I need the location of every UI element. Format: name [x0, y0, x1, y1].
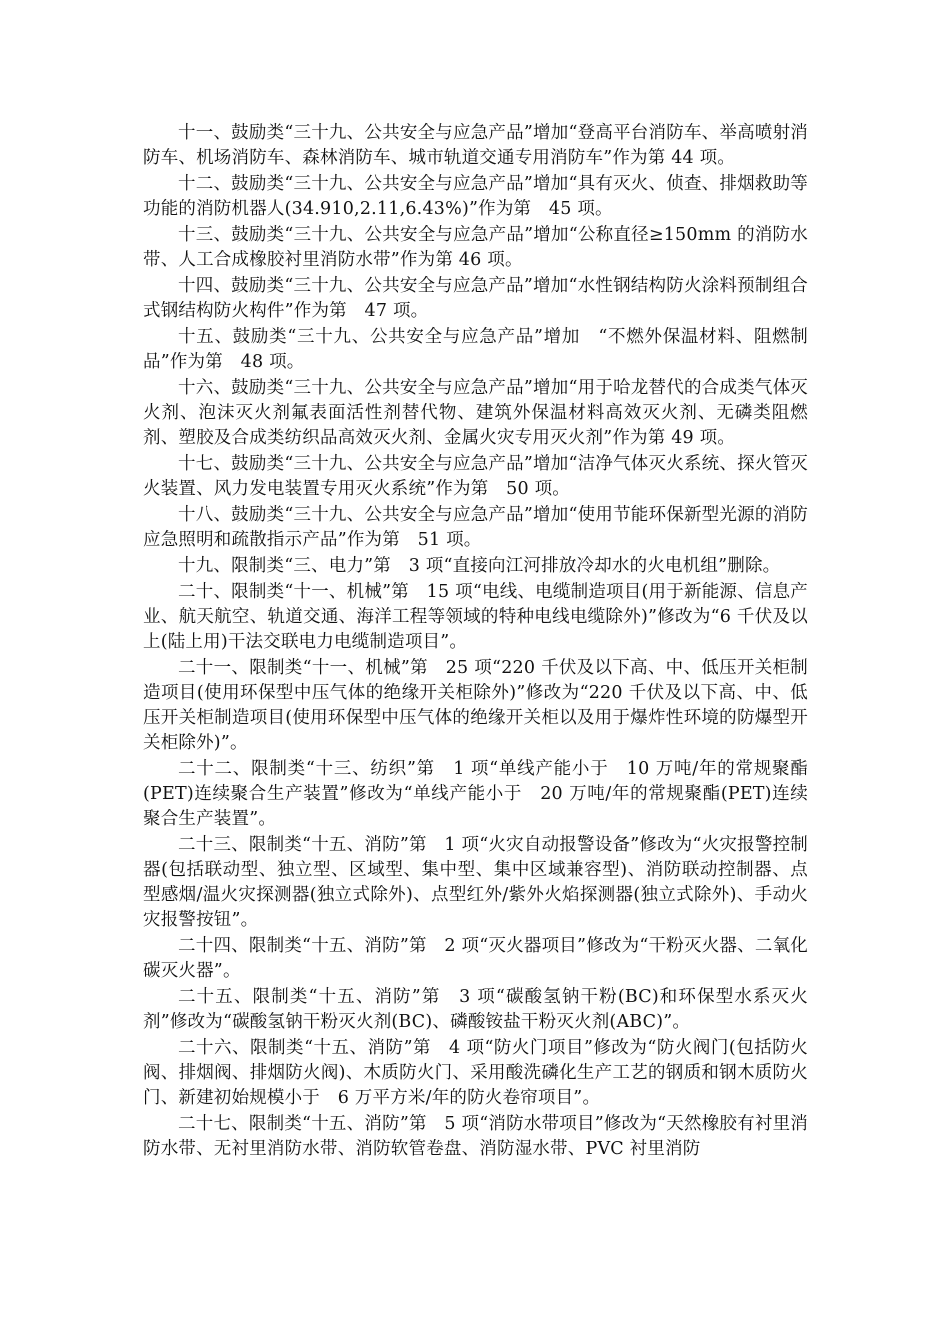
paragraph-item-23: 二十三、限制类“十五、消防”第 1 项“火灾自动报警设备”修改为“火灾报警控制器(包括联动型、独立型、区域型、集中型、集中区域兼容型)、消防联动控制器、点型感烟/温火灾探测器(独立式除外)、点型红外/紫外火焰探测器(独立式除外)、手动火灾报警按钮”。	[143, 835, 808, 930]
paragraph-item-13: 十三、鼓励类“三十九、公共安全与应急产品”增加“公称直径≥150mm 的消防水带、人工合成橡胶衬里消防水带”作为第 46 项。	[143, 225, 808, 270]
paragraph-item-25: 二十五、限制类“十五、消防”第 3 项“碳酸氢钠干粉(BC)和环保型水系灭火剂”修改为“碳酸氢钠干粉灭火剂(BC)、磷酸铵盐干粉灭火剂(ABC)”。	[143, 987, 808, 1032]
paragraph-item-11: 十一、鼓励类“三十九、公共安全与应急产品”增加“登高平台消防车、举高喷射消防车、机场消防车、森林消防车、城市轨道交通专用消防车”作为第 44 项。	[143, 123, 808, 168]
paragraph-item-26: 二十六、限制类“十五、消防”第 4 项“防火门项目”修改为“防火阀门(包括防火阀、排烟阀、排烟防火阀)、木质防火门、采用酸洗磷化生产工艺的钢质和钢木质防火门、新建初始规模小于 6 万平方米/年的防火卷帘项目”。	[143, 1038, 808, 1108]
paragraph-item-12: 十二、鼓励类“三十九、公共安全与应急产品”增加“具有灭火、侦查、排烟救助等功能的消防机器人(34.910,2.11,6.43%)”作为第 45 项。	[143, 174, 808, 219]
paragraph-item-18: 十八、鼓励类“三十九、公共安全与应急产品”增加“使用节能环保新型光源的消防应急照明和疏散指示产品”作为第 51 项。	[143, 505, 808, 550]
paragraph-item-16: 十六、鼓励类“三十九、公共安全与应急产品”增加“用于哈龙替代的合成类气体灭火剂、泡沫灭火剂氟表面活性剂替代物、建筑外保温材料高效灭火剂、无磷类阻燃剂、塑胶及合成类纺织品高效灭火剂、金属火灾专用灭火剂”作为第 49 项。	[143, 378, 808, 448]
paragraph-item-14: 十四、鼓励类“三十九、公共安全与应急产品”增加“水性钢结构防火涂料预制组合式钢结构防火构件”作为第 47 项。	[143, 276, 808, 321]
paragraph-item-20: 二十、限制类“十一、机械”第 15 项“电线、电缆制造项目(用于新能源、信息产业、航天航空、轨道交通、海洋工程等领域的特种电线电缆除外)”修改为“6 千伏及以上(陆上用)干法交联电力电缆制造项目”。	[143, 582, 808, 652]
paragraph-item-27: 二十七、限制类“十五、消防”第 5 项“消防水带项目”修改为“天然橡胶有衬里消防水带、无衬里消防水带、消防软管卷盘、消防湿水带、PVC 衬里消防	[143, 1114, 808, 1159]
paragraph-item-17: 十七、鼓励类“三十九、公共安全与应急产品”增加“洁净气体灭火系统、探火管灭火装置、风力发电装置专用灭火系统”作为第 50 项。	[143, 454, 808, 499]
paragraph-item-22: 二十二、限制类“十三、纺织”第 1 项“单线产能小于 10 万吨/年的常规聚酯(PET)连续聚合生产装置”修改为“单线产能小于 20 万吨/年的常规聚酯(PET)连续聚合生产装置”。	[143, 759, 808, 829]
paragraph-item-21: 二十一、限制类“十一、机械”第 25 项“220 千伏及以下高、中、低压开关柜制造项目(使用环保型中压气体的绝缘开关柜除外)”修改为“220 千伏及以下高、中、低压开关柜制造项目(使用环保型中压气体的绝缘开关柜以及用于爆炸性环境的防爆型开关柜除外)”。	[143, 658, 808, 753]
document-body	[143, 121, 808, 1163]
paragraph-item-24: 二十四、限制类“十五、消防”第 2 项“灭火器项目”修改为“干粉灭火器、二氧化碳灭火器”。	[143, 936, 808, 981]
paragraph-item-15: 十五、鼓励类“三十九、公共安全与应急产品”增加 “不燃外保温材料、阻燃制品”作为第 48 项。	[143, 327, 808, 372]
paragraph-item-19: 十九、限制类“三、电力”第 3 项“直接向江河排放冷却水的火电机组”删除。	[178, 556, 781, 576]
